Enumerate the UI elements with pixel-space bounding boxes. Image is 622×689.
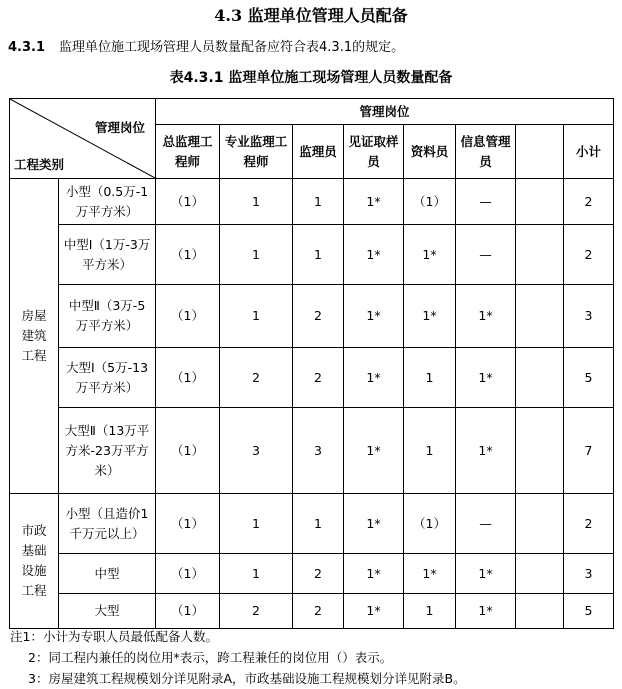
- table-row: [10, 494, 614, 554]
- col-header-documentation: 资料员: [404, 125, 456, 179]
- note-2: 2：同工程内兼任的岗位用*表示，跨工程兼任的岗位用（）表示。: [28, 650, 393, 665]
- subtotal-cell: 3: [564, 554, 614, 594]
- subtotal-cell: 5: [564, 594, 614, 629]
- clause-text: 监理单位施工现场管理人员数量配备应符合表4.3.1的规定。: [59, 40, 405, 55]
- table-cell: （1）: [156, 554, 220, 594]
- table-cell: 1*: [456, 554, 516, 594]
- table-cell: 1: [404, 408, 456, 494]
- col-header-chief-engineer: 总监理工程师: [156, 125, 220, 179]
- table-cell: （1）: [404, 179, 456, 225]
- table-cell: 1*: [344, 408, 404, 494]
- table-cell: （1）: [404, 494, 456, 554]
- table-row: [10, 348, 614, 408]
- table-cell: 1*: [344, 594, 404, 629]
- col-header-sampling-witness: 见证取样员: [344, 125, 404, 179]
- table-cell: 1: [220, 554, 293, 594]
- table-cell: —: [456, 225, 516, 285]
- group-label-municipal: 市政基础设施工程: [10, 494, 59, 629]
- table-cell: —: [456, 179, 516, 225]
- col-header-blank: [516, 125, 564, 179]
- table-cell: 1*: [344, 179, 404, 225]
- table-cell: 1*: [344, 348, 404, 408]
- table-cell: 2: [293, 348, 344, 408]
- table-row: [10, 554, 614, 594]
- table-row: [10, 179, 614, 225]
- section-title: 4.3 监理单位管理人员配备: [214, 6, 408, 25]
- table-cell: 1: [404, 594, 456, 629]
- table-cell: 1*: [344, 554, 404, 594]
- row-type-label: 大型Ⅰ（5万-13万平方米）: [59, 348, 156, 408]
- table-cell: （1）: [156, 494, 220, 554]
- table-cell: （1）: [156, 408, 220, 494]
- table-cell: （1）: [156, 225, 220, 285]
- table-cell: 2: [293, 285, 344, 348]
- table-cell: 1: [220, 285, 293, 348]
- table-caption: 表4.3.1 监理单位施工现场管理人员数量配备: [169, 70, 453, 86]
- table-cell: 1*: [404, 554, 456, 594]
- table-cell: —: [456, 494, 516, 554]
- subtotal-cell: 5: [564, 348, 614, 408]
- row-type-label: 大型: [59, 594, 156, 629]
- corner-label-category: 工程类别: [14, 157, 65, 172]
- table-cell: [516, 285, 564, 348]
- table-notes: [10, 626, 466, 689]
- table-cell: 1: [293, 179, 344, 225]
- col-header-specialty-engineer: 专业监理工程师: [220, 125, 293, 179]
- row-type-label: 中型Ⅰ（1万-3万平方米）: [59, 225, 156, 285]
- table-cell: 1*: [344, 225, 404, 285]
- col-header-inspector: 监理员: [293, 125, 344, 179]
- table-cell: 1*: [456, 408, 516, 494]
- table-cell: 1: [404, 348, 456, 408]
- table-cell: 2: [293, 594, 344, 629]
- table-cell: 1: [220, 225, 293, 285]
- table-cell: [516, 554, 564, 594]
- clause-4-3-1: [8, 36, 404, 55]
- table-row: [10, 408, 614, 494]
- table-cell: 1*: [456, 285, 516, 348]
- table-cell: [516, 408, 564, 494]
- table-cell: 1*: [344, 285, 404, 348]
- table-cell: 2: [220, 594, 293, 629]
- col-header-subtotal: 小计: [564, 125, 614, 179]
- subtotal-cell: 2: [564, 494, 614, 554]
- staffing-table: [9, 98, 614, 629]
- group-label-building: 房屋建筑工程: [10, 179, 59, 494]
- table-cell: （1）: [156, 179, 220, 225]
- group-header: 管理岗位: [156, 99, 614, 125]
- row-type-label: 小型（且造价1千万元以上）: [59, 494, 156, 554]
- table-cell: 1*: [404, 285, 456, 348]
- table-cell: 3: [293, 408, 344, 494]
- row-type-label: 中型: [59, 554, 156, 594]
- table-cell: （1）: [156, 285, 220, 348]
- table-row: [10, 285, 614, 348]
- table-cell: [516, 594, 564, 629]
- col-header-info-manager: 信息管理员: [456, 125, 516, 179]
- row-type-label: 小型（0.5万-1万平方米）: [59, 179, 156, 225]
- subtotal-cell: 7: [564, 408, 614, 494]
- table-cell: [516, 494, 564, 554]
- subtotal-cell: 3: [564, 285, 614, 348]
- subtotal-cell: 2: [564, 225, 614, 285]
- note-1: 注1：小计为专职人员最低配备人数。: [10, 629, 218, 644]
- table-cell: 1: [220, 494, 293, 554]
- header-corner-cell: [10, 99, 156, 179]
- row-type-label: 大型Ⅱ（13万平方米-23万平方米）: [59, 408, 156, 494]
- table-cell: （1）: [156, 594, 220, 629]
- corner-label-post: 管理岗位: [94, 120, 145, 135]
- table-cell: 2: [293, 554, 344, 594]
- table-cell: 3: [220, 408, 293, 494]
- note-3: 3：房屋建筑工程规模划分详见附录A，市政基础设施工程规模划分详见附录B。: [28, 671, 466, 686]
- table-cell: [516, 348, 564, 408]
- table-cell: 1: [293, 494, 344, 554]
- table-cell: [516, 225, 564, 285]
- subtotal-cell: 2: [564, 179, 614, 225]
- table-row: [10, 594, 614, 629]
- table-cell: 1*: [456, 348, 516, 408]
- table-cell: 2: [220, 348, 293, 408]
- table-cell: （1）: [156, 348, 220, 408]
- table-cell: 1*: [344, 494, 404, 554]
- table-row: [10, 225, 614, 285]
- table-cell: 1: [293, 225, 344, 285]
- table-cell: 1*: [404, 225, 456, 285]
- clause-number: 4.3.1: [8, 40, 46, 55]
- table-cell: [516, 179, 564, 225]
- row-type-label: 中型Ⅱ（3万-5万平方米）: [59, 285, 156, 348]
- table-cell: 1*: [456, 594, 516, 629]
- table-cell: 1: [220, 179, 293, 225]
